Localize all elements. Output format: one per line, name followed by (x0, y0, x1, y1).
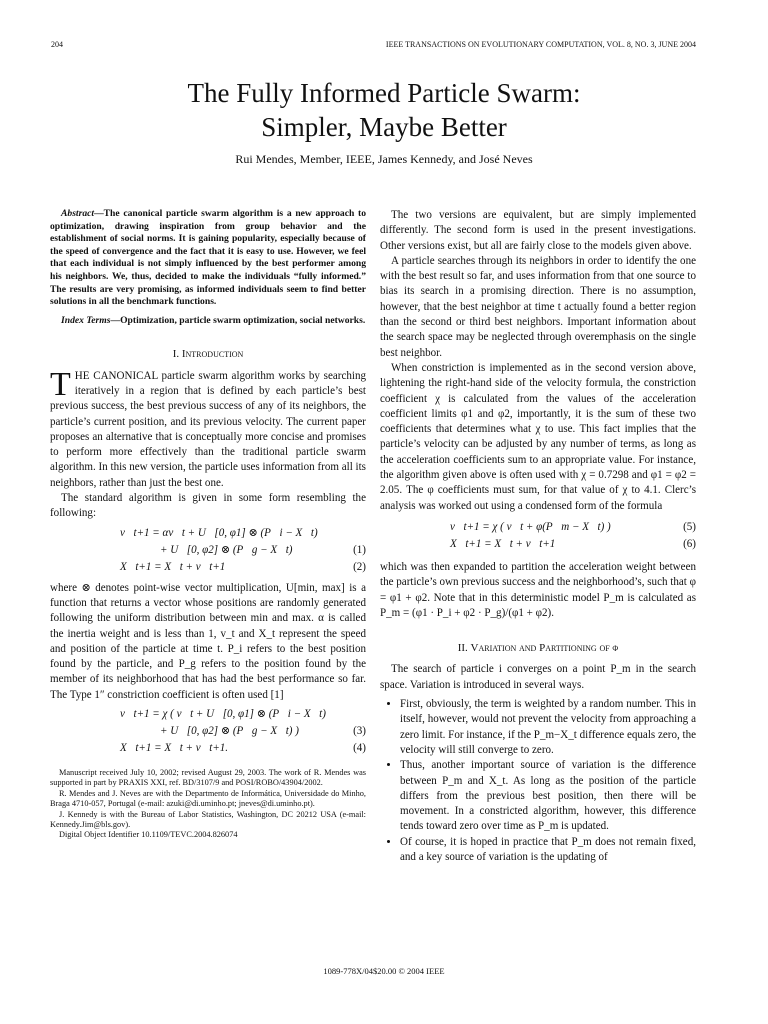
equation-3-line-2: + U⃗[0, φ2] ⊗ (P⃗g − X⃗t) ) (3) (50, 724, 366, 741)
equation-6: X⃗t+1 = X⃗t + v⃗t+1 (6) (380, 537, 696, 554)
equation-1-line-1: v⃗t+1 = αv⃗t + U⃗[0, φ1] ⊗ (P⃗i − X⃗t) (120, 526, 318, 539)
author-list: Rui Mendes, Member, IEEE, James Kennedy, and José Neves (235, 152, 533, 166)
equation-4: X⃗t+1 = X⃗t + v⃗t+1. (4) (50, 741, 366, 758)
page-number: 204 (51, 40, 63, 49)
equation-number: (1) (353, 543, 366, 556)
title-line-2: Simpler, Maybe Better (261, 112, 507, 142)
copyright-footer: 1089-778X/04$20.00 © 2004 IEEE (323, 966, 445, 976)
list-item: • Of course, it is hoped in practice that P_m does not remain fixed, and a key source of variation is the updating of (400, 835, 696, 866)
equation-block-3-4 (50, 707, 366, 758)
footnote-affiliation-2: J. Kennedy is with the Bureau of Labor Statistics, Washington, DC 20212 USA (e-mail: Kennedy.Jim@bls.gov). (50, 809, 366, 830)
drop-cap: T (50, 365, 71, 403)
equation-3-line-1: v⃗t+1 = χ ( v⃗t + U⃗[0, φ1] ⊗ (P⃗i − X⃗t) (120, 707, 326, 720)
index-terms (50, 315, 366, 328)
list-item: • First, obviously, the term is weighted by a random number. This in itself, however, would not prevent the velocity from approaching a zero limit. For instance, if the P_m−X_t difference equals zero, the velocity will still converge to zero. (400, 697, 696, 758)
equation-block-1-2 (50, 526, 366, 577)
title-line-1: The Fully Informed Particle Swarm: (187, 78, 581, 108)
footnote-doi: Digital Object Identifier 10.1109/TEVC.2004.826074 (59, 830, 238, 840)
equation-number: (6) (683, 537, 696, 550)
index-terms-text: —Optimization, particle swarm optimization, social networks. (110, 314, 366, 326)
intro-paragraph-1: THE CANONICAL particle swarm algorithm works by searching iteratively in a region that is defined by each particle’s best previous success, the best previous success of any of its neighbors, the particle’s current position, and its previous velocity. The current paper proposes an alternative that is conceptually more concise and promises to perform more effectively than the traditional particle swarm algorithm. In this new version, the particle uses information from all its neighbors, rather than just the best one. (50, 365, 366, 489)
equation-block-5-6 (380, 520, 696, 554)
paper-title (0, 76, 768, 144)
section-heading-introduction: I. Introduction (172, 348, 244, 361)
equation-2: X⃗t+1 = X⃗t + v⃗t+1 (2) (50, 560, 366, 577)
equation-number: (3) (353, 724, 366, 737)
footnote-affiliation-1: R. Mendes and J. Neves are with the Departmento de Informática, Universidade do Minho, Braga 4710-057, Portugal (e-mail: azuki@di.uminho.pt; jneves@di.uminho.pt). (50, 788, 366, 809)
equation-5: v⃗t+1 = χ ( v⃗t + φ(P⃗m − X⃗t) ) (5) (380, 520, 696, 537)
footnotes (50, 768, 366, 841)
right-paragraph-5: The search of particle i converges on a point P_m in the search space. Variation is introduced in several ways. (380, 663, 696, 691)
equation-1-line-2: + U⃗[0, φ2] ⊗ (P⃗g − X⃗t) (1) (50, 543, 366, 560)
list-item: • Thus, another important source of variation is the difference between P_m and X_t. As long as the position of the particle differs from the previous best position, then there will be movement. In a constricted algorithm, however, this difference tends toward zero over time as P_m is updated. (400, 758, 696, 834)
intro-paragraph-3: where ⊗ denotes point-wise vector multiplication, U[min, max] is a function that returns a vector whose positions are randomly generated following the uniform distribution between min and max. α is called the inertia weight and is less than 1, v_t and X_t represent the speed and position of the particle at time t. P_i refers to the best position found by the particle, and P_g refers to the position found by the member of its neighborhood that has had the best performance so far. The Type 1″ constriction coefficient is often used [1] (50, 581, 366, 701)
right-paragraph-1: The two versions are equivalent, but are simply implemented differently. The second form is used in the present investigations. Other versions exist, but all are fairly close to the models given above. (380, 209, 696, 252)
right-column (380, 208, 696, 865)
footnote-manuscript: Manuscript received July 10, 2002; revised August 29, 2003. The work of R. Mendes was supported in part by PRAXIS XXI, ref. BD/3107/9 and POSI/ROBO/43904/2002. (50, 767, 366, 788)
right-paragraph-3: When constriction is implemented as in the second version above, lightening the right-hand side of the velocity formula, the constriction coefficient χ is calculated from the values of the acceleration coefficient limits φ1 and φ2, importantly, it is the sum of these two coefficients that determines what χ to use. This fact implies that the particle’s velocity can be adjusted by any number of terms, as long as the acceleration coefficients sum to an appropriate value. For instance, the algorithm given above is often used with χ = 0.7298 and φ1 = φ2 = 2.05. The φ coefficients must sum, for that value of χ to 4.1. Clerc’s analysis was worked out using a condensed form of the formula (380, 361, 696, 512)
journal-header: IEEE TRANSACTIONS ON EVOLUTIONARY COMPUTATION, VOL. 8, NO. 3, JUNE 2004 (385, 40, 696, 49)
equation-number: (5) (683, 520, 696, 533)
abstract-label: Abstract (61, 208, 95, 219)
index-terms-label: Index Terms (61, 314, 111, 326)
variation-list (380, 697, 696, 865)
abstract-text: —The canonical particle swarm algorithm is a new approach to optimization, drawing inspiration from group behavior and the establishment of social norms. It is gaining popularity, especially because of the speed of convergence and the fact that it is easy to use. However, we feel that each individual is not simply influenced by the best performer among his neighbors. We, thus, decided to make the individuals “fully informed.” The results are very promising, as informed individuals seem to find better solutions in all the benchmark functions. (50, 208, 366, 308)
equation-number: (2) (353, 560, 366, 573)
right-paragraph-2: A particle searches through its neighbors in order to identify the one with the best result so far, and uses information from that one source to bias its search in a promising direction. There is no assumption, however, that the best neighbor at time t actually found a better region than the second or third best neighbors. Important information about the search space may be neglected through overemphasis on the single best neighbor. (380, 254, 696, 359)
abstract (50, 208, 366, 309)
left-column (50, 208, 366, 841)
right-paragraph-4: which was then expanded to partition the acceleration weight between the particle’s own previous success and the neighborhood’s, such that φ = φ1 + φ2. Note that in this deterministic model P_m is calculated as P_m = (φ1 · P_i + φ2 · P_g)/(φ1 + φ2). (380, 560, 696, 619)
equation-number: (4) (353, 741, 366, 754)
section-heading-variation: II. Variation and Partitioning of φ (457, 642, 619, 655)
intro-paragraph-2: The standard algorithm is given in some form resembling the following: (50, 492, 366, 520)
